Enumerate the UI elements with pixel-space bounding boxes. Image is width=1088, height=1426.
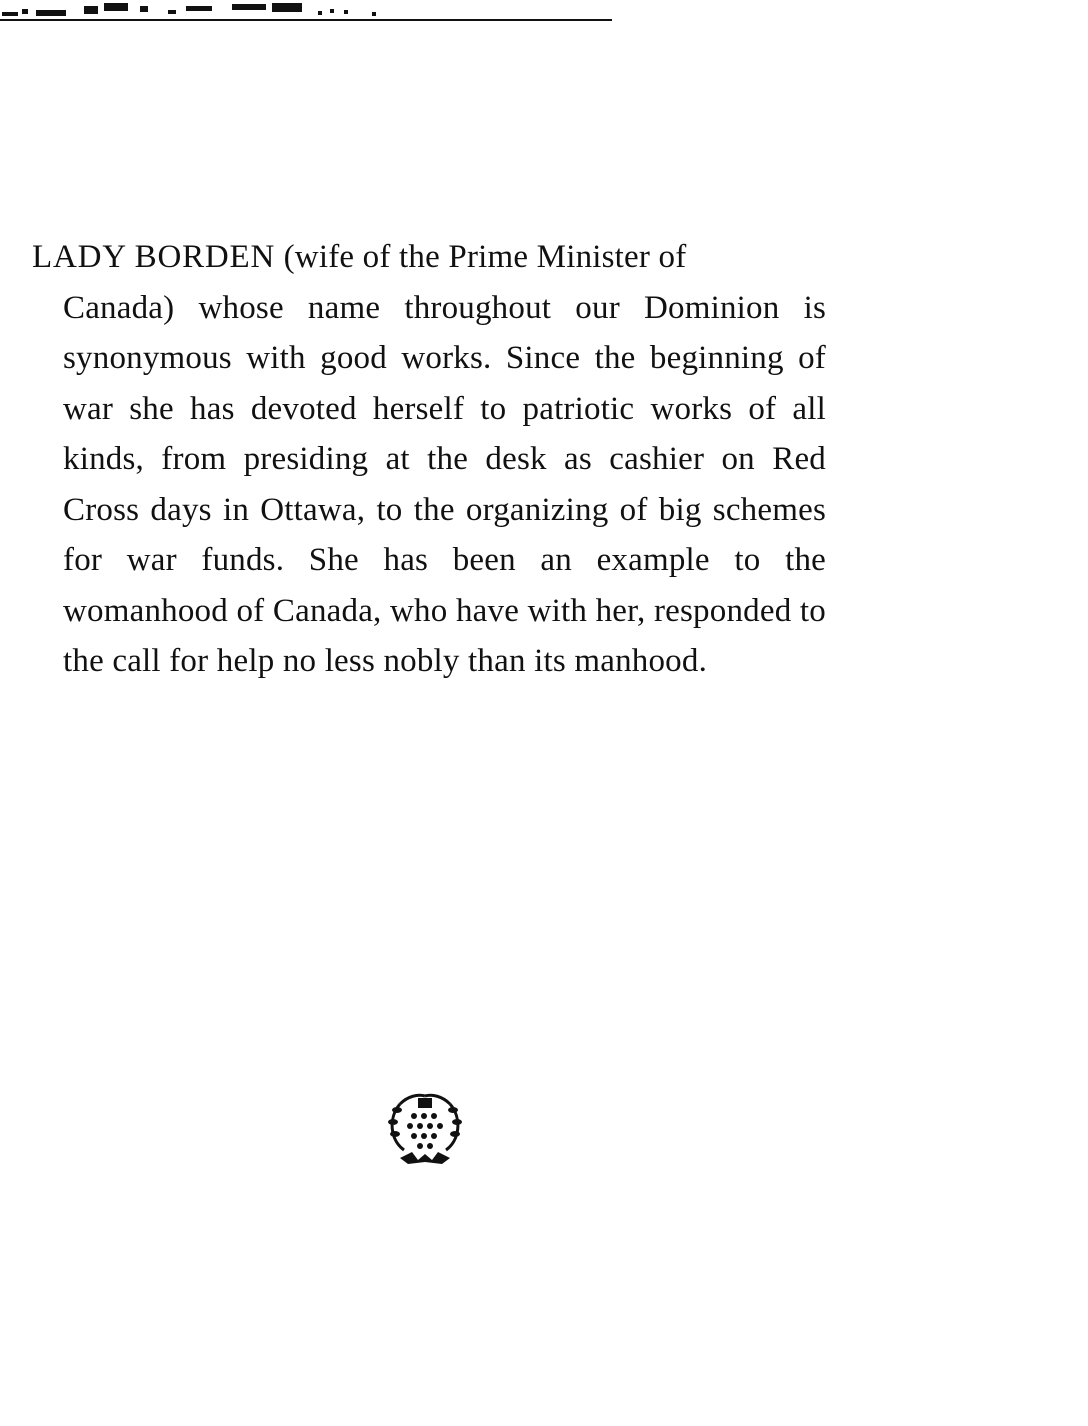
caption-body: Canada) whose name throughout our Dominion is synonymous with good works. Since the beginning of war she has devoted herself to patriotic works of all kinds, from presiding at the desk as cashier on Red Cross days in Ottawa, to the organizing of big schemes for war funds. She has been an example to the womanhood of Canada, who have with her, responded to the call for help no less nobly than its manhood. [63,289,826,679]
caption-lead-name: LADY BORDEN [32,239,276,275]
horizontal-rule [0,19,612,21]
wreath-ornament-icon [382,1088,468,1172]
caption-paragraph [32,232,826,687]
header-rule [0,0,620,30]
caption-first-line: (wife of the Prime Minister of [283,239,687,275]
